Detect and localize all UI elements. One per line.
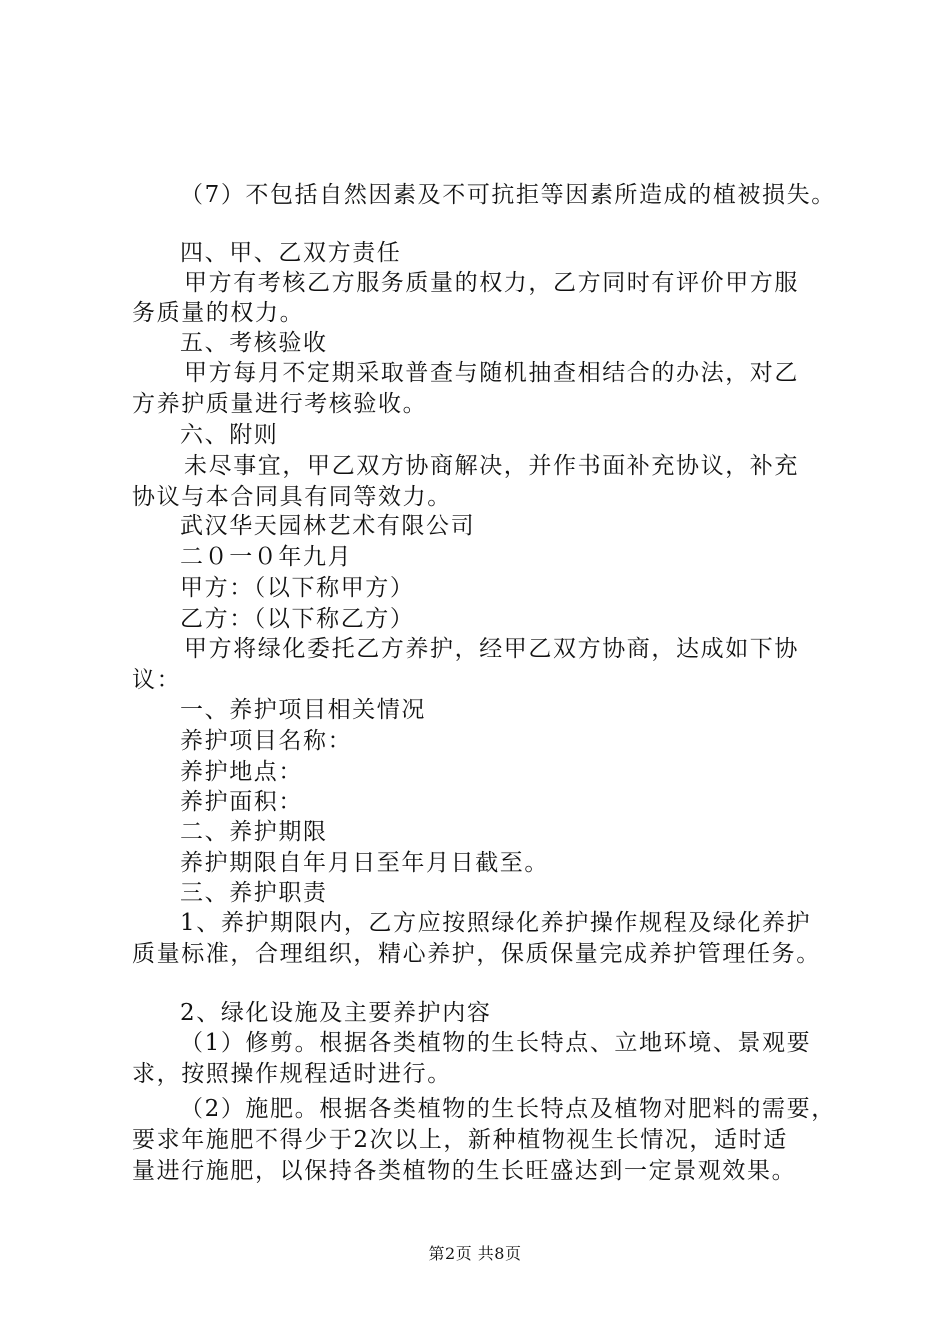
field-project-name: 养护项目名称： (180, 728, 353, 754)
paragraph-line: 协议与本合同具有同等效力。 (132, 484, 452, 510)
paragraph-line: 甲方有考核乙方服务质量的权力，乙方同时有评价甲方服 (184, 270, 799, 296)
company-name: 武汉华天园林艺术有限公司 (180, 513, 476, 539)
paragraph-line: 甲方每月不定期采取普查与随机抽查相结合的办法，对乙 (184, 360, 799, 386)
section-heading-2: 二、养护期限 (180, 819, 328, 845)
paragraph-line: 方养护质量进行考核验收。 (132, 391, 428, 417)
paragraph-line: 议： (132, 667, 182, 693)
party-b-line: 乙方：（以下称乙方） (180, 606, 415, 632)
section-heading-1: 一、养护项目相关情况 (180, 697, 426, 723)
paragraph-line: 未尽事宜，甲乙双方协商解决，并作书面补充协议，补充 (184, 453, 799, 479)
paragraph-line: 务质量的权力。 (132, 300, 305, 326)
subsection-heading: 2、绿化设施及主要养护内容 (180, 1000, 492, 1026)
section-heading-6: 六、附则 (180, 422, 279, 448)
section-heading-3: 三、养护职责 (180, 880, 328, 906)
party-a-line: 甲方：（以下称甲方） (180, 575, 415, 601)
paragraph-line: （1）修剪。根据各类植物的生长特点、立地环境、景观要 (180, 1030, 812, 1056)
clause-7: （7）不包括自然因素及不可抗拒等因素所造成的植被损失。 (180, 182, 836, 208)
section-heading-4: 四、甲、乙双方责任 (180, 240, 402, 266)
section-heading-5: 五、考核验收 (180, 330, 328, 356)
paragraph-line: 质量标准，合理组织，精心养护，保质保量完成养护管理任务。 (132, 941, 821, 967)
field-area: 养护面积： (180, 789, 303, 815)
paragraph-line: 求，按照操作规程适时进行。 (132, 1061, 452, 1087)
paragraph-line: 养护期限自年月日至年月日截至。 (180, 850, 549, 876)
paragraph-line: 量进行施肥，以保持各类植物的生长旺盛达到一定景观效果。 (132, 1158, 797, 1184)
paragraph-line: （2）施肥。根据各类植物的生长特点及植物对肥料的需要， (180, 1096, 836, 1122)
paragraph-line: 1、养护期限内，乙方应按照绿化养护操作规程及绿化养护 (180, 910, 812, 936)
field-location: 养护地点： (180, 759, 303, 785)
paragraph-line: 甲方将绿化委托乙方养护，经甲乙双方协商，达成如下协 (184, 636, 799, 662)
page-footer: 第2页 共8页 (428, 1244, 522, 1263)
document-date: 二０一０年九月 (180, 544, 353, 570)
paragraph-line: 要求年施肥不得少于2次以上，新种植物视生长情况，适时适 (132, 1127, 788, 1153)
